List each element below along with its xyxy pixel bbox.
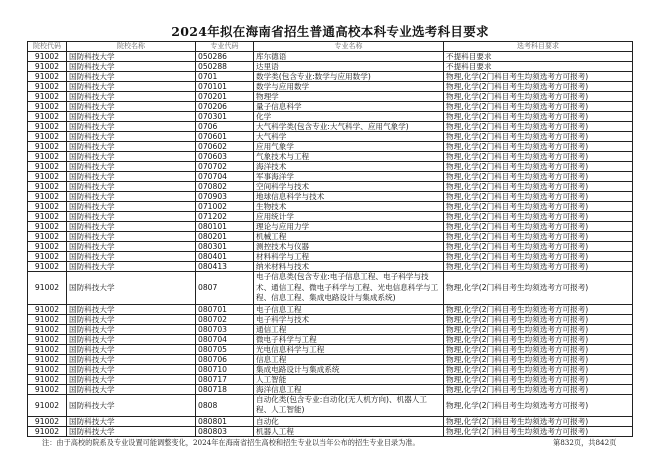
- table-row: [28, 142, 633, 152]
- major-name-cell: 人工智能: [254, 374, 444, 384]
- school-name-cell: 国防科技大学: [67, 304, 196, 314]
- school-code-cell: 91002: [28, 112, 67, 122]
- major-code-cell: 070201: [196, 92, 254, 102]
- table-row: [28, 344, 633, 354]
- table-row: [28, 162, 633, 172]
- major-name-cell: 达里语: [254, 62, 444, 72]
- school-name-cell: 国防科技大学: [67, 102, 196, 112]
- major-name-cell: 电子信息工程: [254, 304, 444, 314]
- requirement-cell: 物理,化学(2门科目考生均须选考方可报考): [444, 102, 633, 112]
- school-name-cell: 国防科技大学: [67, 262, 196, 272]
- school-code-cell: 91002: [28, 364, 67, 374]
- requirement-cell: 物理,化学(2门科目考生均须选考方可报考): [444, 152, 633, 162]
- school-code-cell: 91002: [28, 324, 67, 334]
- footer-note: 注：由于高校的院系及专业设置可能调整变化，2024年在海南省招生高校和招生专业以当年公布的招生专业目录为准。: [42, 438, 420, 447]
- school-code-cell: 91002: [28, 152, 67, 162]
- table-row: [28, 182, 633, 192]
- requirement-cell: 物理,化学(2门科目考生均须选考方可报考): [444, 394, 633, 416]
- table-row: [28, 102, 633, 112]
- school-code-cell: 91002: [28, 334, 67, 344]
- major-code-cell: 080717: [196, 374, 254, 384]
- requirement-cell: 物理,化学(2门科目考生均须选考方可报考): [444, 262, 633, 272]
- table-row: [28, 364, 633, 374]
- major-code-cell: 070301: [196, 112, 254, 122]
- table-row: [28, 192, 633, 202]
- school-name-cell: 国防科技大学: [67, 252, 196, 262]
- major-name-cell: 通信工程: [254, 324, 444, 334]
- major-code-cell: 070206: [196, 102, 254, 112]
- major-code-cell: 080710: [196, 364, 254, 374]
- major-code-cell: 080703: [196, 324, 254, 334]
- table-row: [28, 242, 633, 252]
- school-name-cell: 国防科技大学: [67, 416, 196, 426]
- school-code-cell: 91002: [28, 172, 67, 182]
- major-code-cell: 070602: [196, 142, 254, 152]
- major-code-cell: 080701: [196, 304, 254, 314]
- requirement-cell: 物理,化学(2门科目考生均须选考方可报考): [444, 354, 633, 364]
- school-code-cell: 91002: [28, 314, 67, 324]
- requirement-cell: 物理,化学(2门科目考生均须选考方可报考): [444, 374, 633, 384]
- table-row: [28, 426, 633, 436]
- table-row: [28, 374, 633, 384]
- school-code-cell: 91002: [28, 192, 67, 202]
- major-name-cell: 自动化: [254, 416, 444, 426]
- major-name-cell: 应用统计学: [254, 212, 444, 222]
- school-name-cell: 国防科技大学: [67, 172, 196, 182]
- major-name-cell: 气象技术与工程: [254, 152, 444, 162]
- school-name-cell: 国防科技大学: [67, 344, 196, 354]
- table-row: [28, 172, 633, 182]
- requirement-cell: 物理,化学(2门科目考生均须选考方可报考): [444, 314, 633, 324]
- header-school-name: 院校名称: [67, 42, 196, 52]
- table-row: [28, 82, 633, 92]
- major-code-cell: 070101: [196, 82, 254, 92]
- school-code-cell: 91002: [28, 72, 67, 82]
- requirement-cell: 物理,化学(2门科目考生均须选考方可报考): [444, 92, 633, 102]
- school-name-cell: 国防科技大学: [67, 62, 196, 72]
- school-name-cell: 国防科技大学: [67, 202, 196, 212]
- requirements-table: [27, 41, 633, 437]
- school-code-cell: 91002: [28, 304, 67, 314]
- requirement-cell: 物理,化学(2门科目考生均须选考方可报考): [444, 192, 633, 202]
- table-row: [28, 354, 633, 364]
- requirement-cell: 物理,化学(2门科目考生均须选考方可报考): [444, 416, 633, 426]
- major-code-cell: 050286: [196, 52, 254, 62]
- table-row: [28, 384, 633, 394]
- requirement-cell: 物理,化学(2门科目考生均须选考方可报考): [444, 242, 633, 252]
- requirement-cell: 物理,化学(2门科目考生均须选考方可报考): [444, 344, 633, 354]
- requirement-cell: 物理,化学(2门科目考生均须选考方可报考): [444, 182, 633, 192]
- major-code-cell: 080718: [196, 384, 254, 394]
- table-row: [28, 324, 633, 334]
- major-name-cell: 应用气象学: [254, 142, 444, 152]
- table-row: [28, 62, 633, 72]
- header-requirement: 选考科目要求: [444, 42, 633, 52]
- requirement-cell: 物理,化学(2门科目考生均须选考方可报考): [444, 162, 633, 172]
- major-name-cell: 信息工程: [254, 354, 444, 364]
- table-body: [28, 52, 633, 437]
- table-row: [28, 212, 633, 222]
- school-name-cell: 国防科技大学: [67, 92, 196, 102]
- major-code-cell: 0706: [196, 122, 254, 132]
- school-code-cell: 91002: [28, 354, 67, 364]
- school-code-cell: 91002: [28, 142, 67, 152]
- school-code-cell: 91002: [28, 82, 67, 92]
- requirement-cell: 物理,化学(2门科目考生均须选考方可报考): [444, 232, 633, 242]
- school-name-cell: 国防科技大学: [67, 72, 196, 82]
- major-name-cell: 理论与应用力学: [254, 222, 444, 232]
- school-code-cell: 91002: [28, 102, 67, 112]
- major-name-cell: 海洋技术: [254, 162, 444, 172]
- table-row: [28, 132, 633, 142]
- school-code-cell: 91002: [28, 272, 67, 305]
- school-code-cell: 91002: [28, 384, 67, 394]
- requirement-cell: 物理,化学(2门科目考生均须选考方可报考): [444, 132, 633, 142]
- school-code-cell: 91002: [28, 212, 67, 222]
- school-code-cell: 91002: [28, 344, 67, 354]
- major-name-cell: 数学类(包含专业:数学与应用数学): [254, 72, 444, 82]
- major-name-cell: 大气科学: [254, 132, 444, 142]
- major-name-cell: 数学与应用数学: [254, 82, 444, 92]
- major-code-cell: 080803: [196, 426, 254, 436]
- requirement-cell: 物理,化学(2门科目考生均须选考方可报考): [444, 82, 633, 92]
- school-name-cell: 国防科技大学: [67, 324, 196, 334]
- major-code-cell: 050288: [196, 62, 254, 72]
- table-row: [28, 222, 633, 232]
- requirement-cell: 物理,化学(2门科目考生均须选考方可报考): [444, 364, 633, 374]
- major-code-cell: 0808: [196, 394, 254, 416]
- major-name-cell: 纳米材料与技术: [254, 262, 444, 272]
- major-name-cell: 微电子科学与工程: [254, 334, 444, 344]
- page-title: 2024年拟在海南省招生普通高校本科专业选考科目要求: [171, 24, 489, 39]
- requirement-cell: 物理,化学(2门科目考生均须选考方可报考): [444, 142, 633, 152]
- major-name-cell: 材料科学与工程: [254, 252, 444, 262]
- table-row: [28, 122, 633, 132]
- major-code-cell: 080706: [196, 354, 254, 364]
- major-name-cell: 军事海洋学: [254, 172, 444, 182]
- school-name-cell: 国防科技大学: [67, 212, 196, 222]
- school-code-cell: 91002: [28, 426, 67, 436]
- school-name-cell: 国防科技大学: [67, 394, 196, 416]
- school-name-cell: 国防科技大学: [67, 162, 196, 172]
- major-name-cell: 电子信息类(包含专业:电子信息工程、电子科学与技术、通信工程、微电子科学与工程、光电信息科学与工程、信息工程、集成电路设计与集成系统): [254, 272, 444, 305]
- table-row: [28, 394, 633, 416]
- requirement-cell: 物理,化学(2门科目考生均须选考方可报考): [444, 172, 633, 182]
- school-name-cell: 国防科技大学: [67, 192, 196, 202]
- header-major-name: 专业名称: [254, 42, 444, 52]
- requirement-cell: 物理,化学(2门科目考生均须选考方可报考): [444, 112, 633, 122]
- table-row: [28, 202, 633, 212]
- requirement-cell: 物理,化学(2门科目考生均须选考方可报考): [444, 72, 633, 82]
- school-code-cell: 91002: [28, 242, 67, 252]
- table-row: [28, 252, 633, 262]
- school-name-cell: 国防科技大学: [67, 122, 196, 132]
- school-name-cell: 国防科技大学: [67, 374, 196, 384]
- major-code-cell: 080413: [196, 262, 254, 272]
- major-name-cell: 光电信息科学与工程: [254, 344, 444, 354]
- school-name-cell: 国防科技大学: [67, 142, 196, 152]
- major-name-cell: 量子信息科学: [254, 102, 444, 112]
- school-code-cell: 91002: [28, 62, 67, 72]
- table-row: [28, 52, 633, 62]
- major-code-cell: 080401: [196, 252, 254, 262]
- header-major-code: 专业代码: [196, 42, 254, 52]
- school-code-cell: 91002: [28, 374, 67, 384]
- requirement-cell: 物理,化学(2门科目考生均须选考方可报考): [444, 212, 633, 222]
- major-name-cell: 化学: [254, 112, 444, 122]
- requirement-cell: 物理,化学(2门科目考生均须选考方可报考): [444, 426, 633, 436]
- school-code-cell: 91002: [28, 122, 67, 132]
- major-name-cell: 物理学: [254, 92, 444, 102]
- major-code-cell: 080702: [196, 314, 254, 324]
- major-code-cell: 070704: [196, 172, 254, 182]
- major-name-cell: 机器人工程: [254, 426, 444, 436]
- major-code-cell: 080201: [196, 232, 254, 242]
- school-name-cell: 国防科技大学: [67, 334, 196, 344]
- school-name-cell: 国防科技大学: [67, 52, 196, 62]
- school-name-cell: 国防科技大学: [67, 152, 196, 162]
- requirement-cell: 物理,化学(2门科目考生均须选考方可报考): [444, 272, 633, 305]
- school-code-cell: 91002: [28, 222, 67, 232]
- requirement-cell: 物理,化学(2门科目考生均须选考方可报考): [444, 202, 633, 212]
- school-name-cell: 国防科技大学: [67, 232, 196, 242]
- school-code-cell: 91002: [28, 182, 67, 192]
- requirement-cell: 物理,化学(2门科目考生均须选考方可报考): [444, 334, 633, 344]
- table-row: [28, 272, 633, 305]
- header-school-code: 院校代码: [28, 42, 67, 52]
- major-code-cell: 071202: [196, 212, 254, 222]
- school-code-cell: 91002: [28, 416, 67, 426]
- major-code-cell: 0807: [196, 272, 254, 305]
- table-row: [28, 112, 633, 122]
- school-code-cell: 91002: [28, 52, 67, 62]
- major-name-cell: 电子科学与技术: [254, 314, 444, 324]
- school-name-cell: 国防科技大学: [67, 314, 196, 324]
- requirement-cell: 物理,化学(2门科目考生均须选考方可报考): [444, 122, 633, 132]
- major-name-cell: 空间科学与技术: [254, 182, 444, 192]
- major-name-cell: 库尔德语: [254, 52, 444, 62]
- major-name-cell: 地球信息科学与技术: [254, 192, 444, 202]
- school-name-cell: 国防科技大学: [67, 364, 196, 374]
- school-code-cell: 91002: [28, 232, 67, 242]
- school-name-cell: 国防科技大学: [67, 112, 196, 122]
- school-name-cell: 国防科技大学: [67, 426, 196, 436]
- major-code-cell: 070702: [196, 162, 254, 172]
- major-code-cell: 080101: [196, 222, 254, 232]
- school-name-cell: 国防科技大学: [67, 354, 196, 364]
- table-row: [28, 304, 633, 314]
- requirement-cell: 物理,化学(2门科目考生均须选考方可报考): [444, 304, 633, 314]
- major-name-cell: 测控技术与仪器: [254, 242, 444, 252]
- school-name-cell: 国防科技大学: [67, 182, 196, 192]
- school-code-cell: 91002: [28, 252, 67, 262]
- major-name-cell: 自动化类(包含专业:自动化(无人机方向)、机器人工程、人工智能): [254, 394, 444, 416]
- major-code-cell: 070601: [196, 132, 254, 142]
- school-code-cell: 91002: [28, 202, 67, 212]
- major-code-cell: 0701: [196, 72, 254, 82]
- school-name-cell: 国防科技大学: [67, 222, 196, 232]
- table-row: [28, 314, 633, 324]
- table-row: [28, 92, 633, 102]
- school-code-cell: 91002: [28, 132, 67, 142]
- page-number: 第832页，共842页: [553, 438, 617, 447]
- requirement-cell: 不提科目要求: [444, 52, 633, 62]
- requirement-cell: 物理,化学(2门科目考生均须选考方可报考): [444, 222, 633, 232]
- table-row: [28, 334, 633, 344]
- major-code-cell: 070903: [196, 192, 254, 202]
- school-name-cell: 国防科技大学: [67, 82, 196, 92]
- table-row: [28, 232, 633, 242]
- school-name-cell: 国防科技大学: [67, 242, 196, 252]
- table-row: [28, 262, 633, 272]
- table-row: [28, 152, 633, 162]
- school-name-cell: 国防科技大学: [67, 384, 196, 394]
- table-row: [28, 416, 633, 426]
- major-code-cell: 080801: [196, 416, 254, 426]
- requirement-cell: 物理,化学(2门科目考生均须选考方可报考): [444, 384, 633, 394]
- school-code-cell: 91002: [28, 394, 67, 416]
- school-code-cell: 91002: [28, 92, 67, 102]
- major-name-cell: 海洋信息工程: [254, 384, 444, 394]
- major-code-cell: 080301: [196, 242, 254, 252]
- school-name-cell: 国防科技大学: [67, 132, 196, 142]
- requirement-cell: 物理,化学(2门科目考生均须选考方可报考): [444, 252, 633, 262]
- major-code-cell: 071002: [196, 202, 254, 212]
- major-name-cell: 大气科学类(包含专业:大气科学、应用气象学): [254, 122, 444, 132]
- table-header-row: [28, 42, 633, 52]
- major-code-cell: 080704: [196, 334, 254, 344]
- requirement-cell: 不提科目要求: [444, 62, 633, 72]
- table-row: [28, 72, 633, 82]
- major-code-cell: 080705: [196, 344, 254, 354]
- major-code-cell: 070802: [196, 182, 254, 192]
- major-name-cell: 集成电路设计与集成系统: [254, 364, 444, 374]
- requirement-cell: 物理,化学(2门科目考生均须选考方可报考): [444, 324, 633, 334]
- major-name-cell: 机械工程: [254, 232, 444, 242]
- school-code-cell: 91002: [28, 262, 67, 272]
- major-code-cell: 070603: [196, 152, 254, 162]
- school-code-cell: 91002: [28, 162, 67, 172]
- major-name-cell: 生物技术: [254, 202, 444, 212]
- school-name-cell: 国防科技大学: [67, 272, 196, 305]
